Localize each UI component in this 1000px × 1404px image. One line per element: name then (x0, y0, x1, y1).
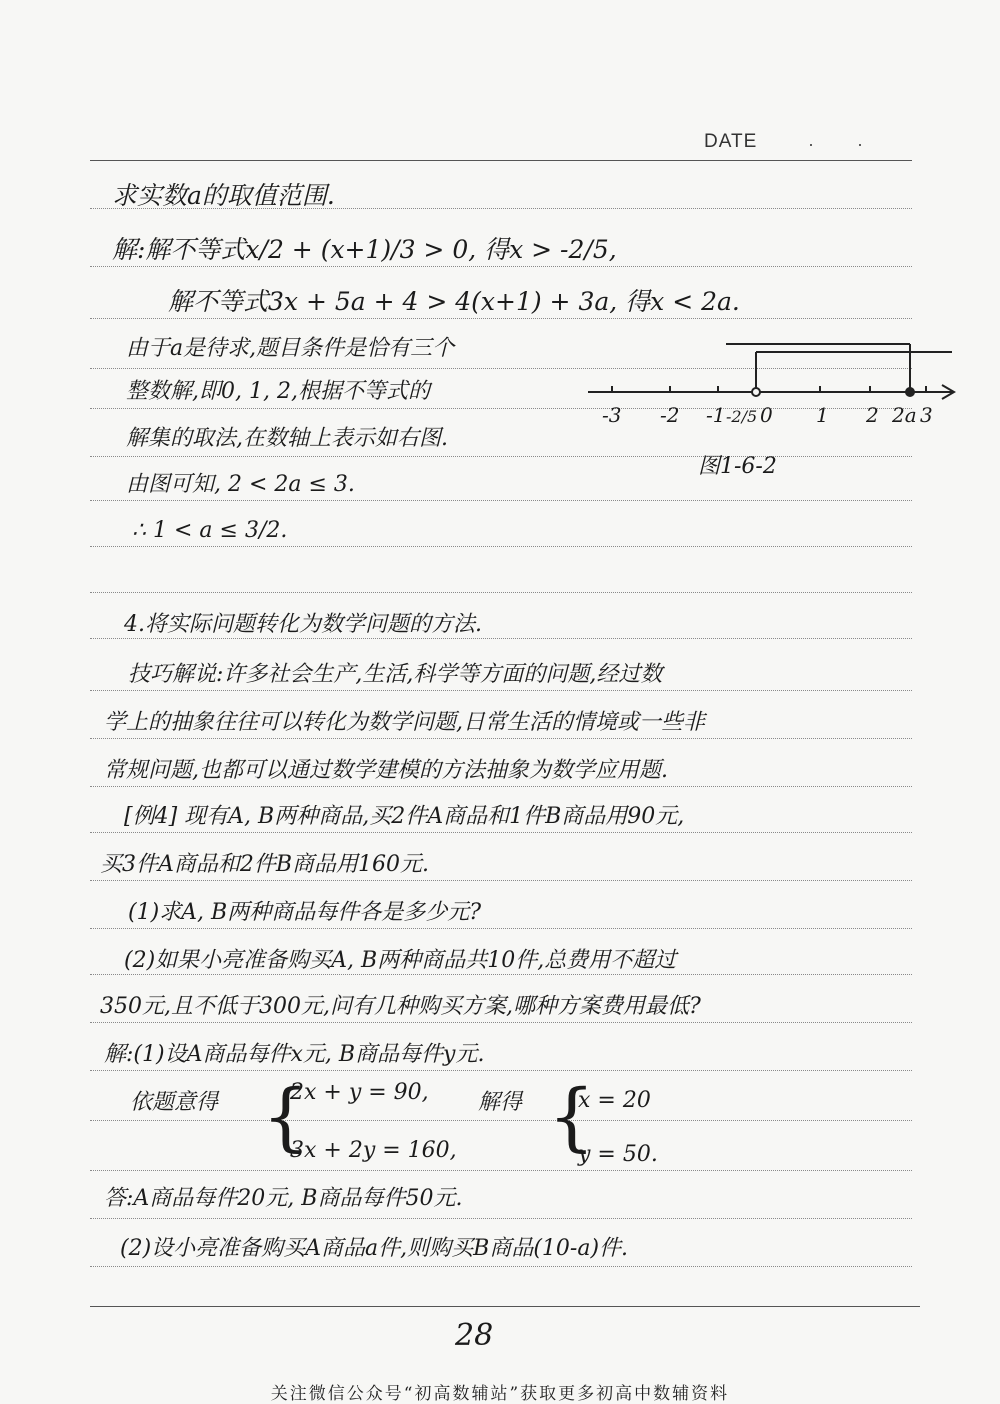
ruled-line (90, 738, 912, 739)
ruled-line (90, 1022, 912, 1023)
tick-label: 2 (866, 403, 879, 427)
text-line: 4.将实际问题转化为数学问题的方法. (124, 612, 482, 637)
text-line: 350元,且不低于300元,问有几种购买方案,哪种方案费用最低? (100, 994, 701, 1019)
ruled-line (90, 592, 912, 593)
date-dot: · (857, 134, 863, 154)
ruled-line (90, 500, 912, 501)
header-rule (90, 160, 912, 161)
ruled-line (90, 690, 912, 691)
text-line: ∴ 1 < a ≤ 3/2. (132, 518, 288, 543)
footer-note: 关注微信公众号“初高数辅站”获取更多初高中数辅资料 (270, 1384, 730, 1404)
ruled-line (90, 1120, 912, 1121)
text-line: 依题意得 (130, 1090, 219, 1115)
date-label: DATE (704, 131, 758, 152)
tick-label: 0 (760, 403, 773, 427)
tick-label: 2a (892, 403, 917, 427)
text-line: 常规问题,也都可以通过数学建模的方法抽象为数学应用题. (104, 758, 668, 783)
text-line: 整数解,即0, 1, 2,根据不等式的 (126, 379, 430, 404)
text-line: [例4] 现有A, B两种商品,买2件A商品和1件B商品用90元, (124, 804, 685, 829)
tick-label: 3 (920, 403, 933, 427)
tick-label: -2/5 (726, 407, 758, 426)
ruled-line (90, 786, 912, 787)
text-line: 解:解不等式x/2 + (x+1)/3 > 0, 得x > -2/5, (112, 235, 617, 264)
text-line: 由图可知, 2 < 2a ≤ 3. (126, 472, 355, 497)
page-number: 28 (455, 1318, 494, 1353)
text-line: 解不等式3x + 5a + 4 > 4(x+1) + 3a, 得x < 2a. (168, 287, 740, 316)
ruled-line (90, 1266, 912, 1267)
footer-rule (90, 1306, 920, 1307)
tick-label: -3 (602, 403, 622, 427)
text-line: 由于a是待求,题目条件是恰有三个 (126, 336, 455, 361)
left-brace: { (548, 1074, 596, 1160)
text-line: 求实数a的取值范围. (112, 181, 335, 210)
text-line: (2)如果小亮准备购买A, B两种商品共10件,总费用不超过 (124, 948, 677, 973)
text-line: 学上的抽象往往可以转化为数学问题,日常生活的情境或一些非 (104, 710, 705, 735)
ruled-line (90, 832, 912, 833)
text-line: 技巧解说:许多社会生产,生活,科学等方面的问题,经过数 (128, 662, 663, 687)
ruled-line (90, 1218, 912, 1219)
ruled-line (90, 318, 912, 319)
text-line: 答:A商品每件20元, B商品每件50元. (104, 1186, 463, 1211)
tick-label: -1 (706, 403, 726, 427)
equation: 2x + y = 90, (290, 1080, 429, 1105)
tick-label: -2 (660, 403, 680, 427)
text-line: 解集的取法,在数轴上表示如右图. (126, 426, 448, 451)
equation: 3x + 2y = 160, (290, 1138, 457, 1163)
ruled-line (90, 1070, 912, 1071)
number-line-figure (580, 330, 970, 440)
date-dot: · (808, 134, 814, 154)
equation: x = 20 (578, 1088, 651, 1113)
text-line: (2)设小亮准备购买A商品a件,则购买B商品(10-a)件. (120, 1236, 629, 1261)
ruled-line (90, 266, 912, 267)
ruled-line (90, 880, 912, 881)
ruled-line (90, 1170, 912, 1171)
ruled-line (90, 928, 912, 929)
ruled-line (90, 546, 912, 547)
equation: y = 50. (578, 1142, 658, 1167)
text-line: 买3件A商品和2件B商品用160元. (100, 852, 430, 877)
figure-caption: 图1-6-2 (698, 454, 777, 479)
open-endpoint (752, 388, 760, 396)
ruled-line (90, 456, 912, 457)
ruled-line (90, 638, 912, 639)
text-line: (1)求A, B两种商品每件各是多少元? (128, 900, 481, 925)
text-line: 解得 (478, 1090, 523, 1115)
tick-label: 1 (816, 403, 829, 427)
ruled-line (90, 974, 912, 975)
text-line: 解:(1)设A商品每件x元, B商品每件y元. (104, 1042, 485, 1067)
closed-endpoint (906, 388, 914, 396)
left-brace: { (262, 1074, 310, 1160)
